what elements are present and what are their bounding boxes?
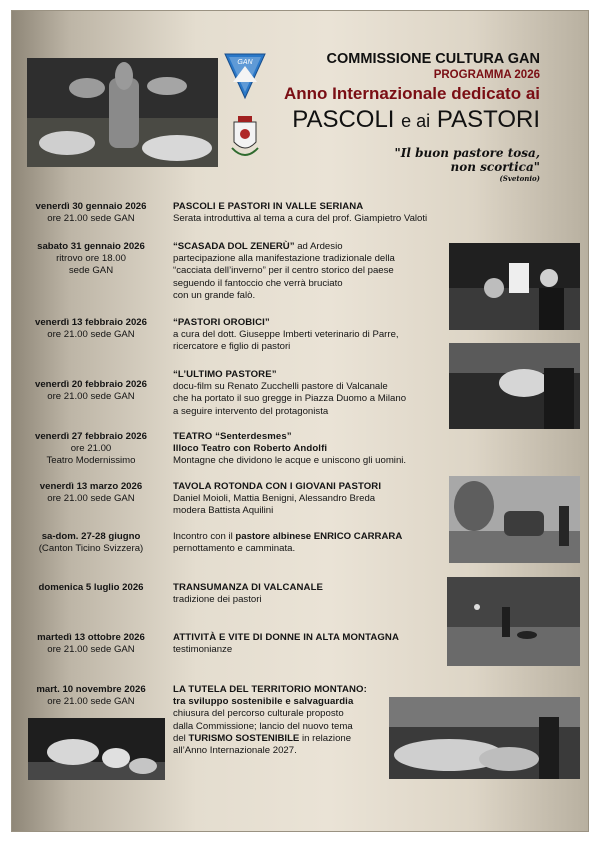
quote-line-2: non scortica" [450,160,540,174]
event-info: ore 21.00 sede GAN [47,644,135,656]
event-title: pastore albinese ENRICO CARRARA [235,531,403,542]
event-line: testimonianze [173,644,233,656]
event-line: chiusura del percorso culturale proposto [173,708,344,720]
quote-author: (Svetonio) [499,174,540,183]
event-line: a cura del dott. Giuseppe Imberti veterinario di Parre, [173,329,399,341]
event-info: sede GAN [68,265,114,277]
event-info: ore 21.00 [70,443,112,455]
event-date: mart. 10 novembre 2026 [36,684,146,695]
quote [370,146,540,183]
photo-donkey-sheep [27,58,218,167]
year-title: Anno Internazionale dedicato ai [284,84,540,103]
event-date: venerdì 13 febbraio 2026 [35,317,147,328]
event-date: sabato 31 gennaio 2026 [37,241,145,252]
event-date: sa-dom. 27-28 giugno [41,531,141,542]
event-line: dalla Commissione; lancio del nuovo tema [173,720,353,732]
event-title: ATTIVITÀ E VITE DI DONNE IN ALTA MONTAGNA [173,632,399,643]
event-subtitle: tra sviluppo sostenibile e salvaguardia [173,696,354,708]
event-line-part: in relazione [299,732,352,744]
photo-donkey-field [449,476,580,563]
event-line: partecipazione alla manifestazione tradizionale della [173,253,395,265]
event-line: Daniel Moioli, Mattia Benigni, Alessandro Breda [173,493,376,505]
event-date: domenica 5 luglio 2026 [38,582,144,593]
event-title: TEATRO “Senterdesmes” [173,431,292,442]
event-title-plain: Incontro con il [173,531,236,542]
event-line: che ha portato il suo gregge in Piazza Duomo a Milano [173,393,407,405]
event-title: LA TUTELA DEL TERRITORIO MONTANO: [173,684,367,695]
program-title: PROGRAMMA 2026 [433,69,540,81]
main-title-pascoli: PASCOLI [292,106,395,133]
event-date: venerdì 27 febbraio 2026 [35,431,147,442]
photo-transhumance [447,577,580,666]
event-line: “cacciata dell’inverno” per il centro storico del paese [173,265,394,277]
event-date: venerdì 30 gennaio 2026 [35,201,147,212]
event-line-bold: TURISMO SOSTENIBILE [188,732,300,744]
event-title: “L’ULTIMO PASTORE” [173,369,277,380]
event-line: seguendo il fantoccio che verrà bruciato [173,277,343,289]
event-line: Montagne che dividono le acque e uniscono gli uomini. [173,455,407,467]
event-date: venerdì 13 marzo 2026 [39,481,143,492]
event-line: tradizione dei pastori [173,594,262,606]
event-title: “SCASADA DOL ZENERÙ” [173,241,295,252]
event-info: ore 21.00 sede GAN [47,696,135,708]
event-subtitle: Illoco Teatro con Roberto Andolfi [173,443,328,455]
quote-line-1: "Il buon pastore tosa, [394,146,540,160]
event-info: ritrovo ore 18.00 [56,253,126,265]
main-title-conj: e ai [401,111,431,131]
main-title [256,106,540,134]
event-info: ore 21.00 sede GAN [47,329,135,341]
event-date: martedì 13 ottobre 2026 [37,632,145,643]
event-info: ore 21.00 sede GAN [47,493,135,505]
event-title: TRANSUMANZA DI VALCANALE [173,582,324,593]
event-line: pernottamento e camminata. [173,543,296,555]
event-line: docu-film su Renato Zucchelli pastore di Valcanale [173,381,388,393]
event-info: (Canton Ticino Svizzera) [38,543,144,555]
photo-sheep-lambs [28,718,165,780]
event-line: a seguire intervento del protagonista [173,405,329,417]
event-line: con un grande falò. [173,289,256,301]
event-line: Serata introduttiva al tema a cura del prof. Giampietro Valoti [173,213,428,225]
main-title-pastori: PASTORI [436,106,540,133]
event-title: “PASTORI OROBICI” [173,317,270,328]
event-info: ore 21.00 sede GAN [47,213,135,225]
event-line: ricercatore e figlio di pastori [173,341,291,353]
event-info: ore 21.00 sede GAN [47,391,135,403]
photo-scasada-festival [449,243,580,330]
event-line-part: del [173,732,189,744]
org-title: COMMISSIONE CULTURA GAN [326,51,540,67]
event-title: PASCOLI E PASTORI IN VALLE SERIANA [173,201,364,212]
photo-shepherd-lamb [449,343,580,429]
event-line: modera Battista Aquilini [173,505,274,517]
event-date: venerdì 20 febbraio 2026 [35,379,147,390]
event-info: Teatro Modernissimo [46,455,136,467]
gan-logo-text: GAN [237,59,253,66]
event-line: all’Anno Internazionale 2027. [173,745,297,757]
event-title-suffix: ad Ardesio [294,241,343,252]
event-title: TAVOLA ROTONDA CON I GIOVANI PASTORI [173,481,382,492]
